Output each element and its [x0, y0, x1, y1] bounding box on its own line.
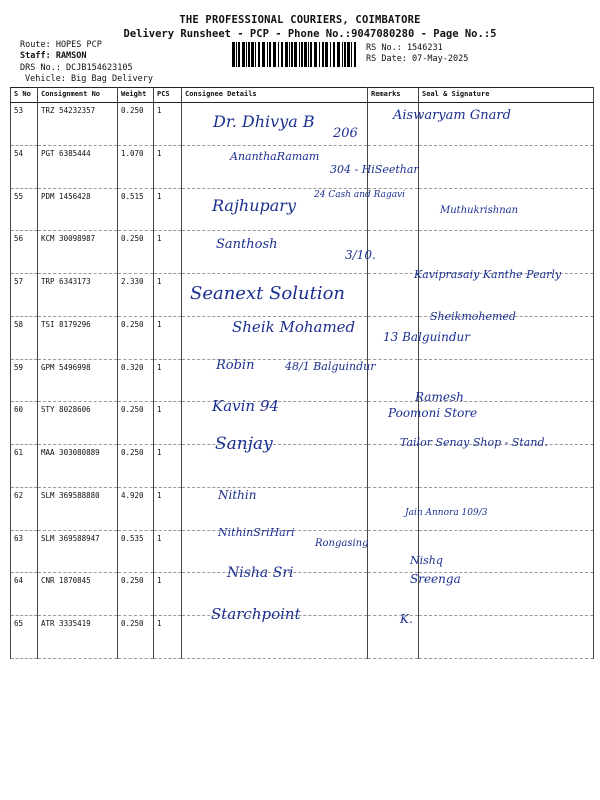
col-signature: Seal & Signature: [419, 88, 594, 103]
cell-sno: 64: [11, 573, 38, 616]
cell-consignment: MAA 303080889: [38, 445, 118, 488]
handwriting-consignee: Nithin: [218, 488, 257, 502]
cell-consignee: [182, 445, 368, 488]
cell-pcs: 1: [154, 530, 182, 573]
col-consignee: Consignee Details: [182, 88, 368, 103]
table-header-row: [11, 88, 594, 103]
cell-sno: 59: [11, 359, 38, 402]
rs-date: RS Date: 07-May-2025: [366, 54, 469, 64]
handwriting-consignee: Sanjay: [215, 434, 273, 454]
handwriting-consignee: AnanthaRamam: [230, 150, 320, 163]
staff-label: Staff: RAMSON: [20, 51, 87, 61]
cell-sno: 54: [11, 145, 38, 188]
company-title: THE PROFESSIONAL COURIERS, COIMBATORE: [179, 14, 421, 26]
cell-signature: [419, 145, 594, 188]
handwriting-consignee: Starchpoint: [211, 605, 301, 623]
handwriting-consignee: Rajhupary: [212, 196, 296, 215]
runsheet-subtitle: Delivery Runsheet - PCP - Phone No.:9047080280 - Page No.:5: [123, 28, 497, 40]
table-row: [11, 616, 594, 659]
route-label: Route: HOPES PCP: [20, 40, 102, 50]
cell-sno: 60: [11, 402, 38, 445]
cell-pcs: 1: [154, 445, 182, 488]
cell-weight: 0.250: [118, 402, 154, 445]
cell-weight: 0.515: [118, 188, 154, 231]
cell-weight: 0.320: [118, 359, 154, 402]
col-consignment: Consignment No: [38, 88, 118, 103]
handwriting-consignee: NithinSriHari: [218, 526, 295, 539]
table-row: [11, 487, 594, 530]
cell-pcs: 1: [154, 316, 182, 359]
vehicle-label: Vehicle: Big Bag Delivery: [25, 74, 153, 84]
handwriting-signature: Poomoni Store: [388, 406, 478, 420]
col-remarks: Remarks: [368, 88, 419, 103]
handwriting-remark: 206: [333, 126, 358, 141]
cell-sno: 53: [11, 103, 38, 146]
cell-pcs: 1: [154, 616, 182, 659]
cell-consignment: GPM 5496998: [38, 359, 118, 402]
cell-weight: 0.250: [118, 103, 154, 146]
cell-weight: 4.920: [118, 487, 154, 530]
handwriting-remark: 24 Cash and Ragavi: [314, 190, 406, 200]
cell-sno: 62: [11, 487, 38, 530]
cell-pcs: 1: [154, 359, 182, 402]
handwriting-remark: 304 - HiSeethar: [330, 163, 419, 176]
cell-sno: 63: [11, 530, 38, 573]
handwriting-signature: Sreenga: [410, 572, 461, 586]
cell-weight: 1.070: [118, 145, 154, 188]
cell-consignment: STY 8028606: [38, 402, 118, 445]
cell-pcs: 1: [154, 487, 182, 530]
cell-consignment: TRP 6343173: [38, 274, 118, 317]
cell-weight: 0.535: [118, 530, 154, 573]
rs-number: RS No.: 1546231: [366, 43, 443, 53]
cell-pcs: 1: [154, 231, 182, 274]
cell-remarks: [368, 274, 419, 317]
cell-signature: [419, 530, 594, 573]
cell-remarks: [368, 445, 419, 488]
handwriting-signature: Ramesh: [415, 390, 464, 404]
cell-weight: 0.250: [118, 445, 154, 488]
handwriting-signature: Nishq: [410, 554, 443, 567]
handwriting-consignee: Robin: [216, 358, 255, 373]
handwriting-consignee: Nisha Sri: [227, 565, 294, 581]
handwriting-remark: Tailor Senay Shop - Stand.: [400, 436, 548, 449]
handwriting-signature: K.: [400, 612, 413, 626]
cell-weight: 0.250: [118, 231, 154, 274]
cell-pcs: 1: [154, 573, 182, 616]
cell-consignment: PGT 6385444: [38, 145, 118, 188]
cell-signature: [419, 445, 594, 488]
handwriting-signature: Kaviprasaiy Kanthe Pearly: [414, 268, 562, 281]
handwriting-remark: 13 Balguindur: [383, 330, 471, 344]
drs-number: DRS No.: DCJB154623105: [20, 63, 133, 73]
cell-consignment: CNR 1870845: [38, 573, 118, 616]
cell-consignment: TSI 8179296: [38, 316, 118, 359]
cell-consignment: SLM 369588947: [38, 530, 118, 573]
handwriting-signature: Sheikmohemed: [430, 310, 516, 323]
handwriting-consignee: Seanext Solution: [190, 283, 346, 304]
cell-consignment: TRZ 54232357: [38, 103, 118, 146]
col-pcs: PCS: [154, 88, 182, 103]
handwriting-remark: 3/10.: [345, 248, 376, 262]
cell-consignment: ATR 3335419: [38, 616, 118, 659]
cell-consignment: PDM 1456428: [38, 188, 118, 231]
table-row: [11, 445, 594, 488]
barcode-icon: [232, 42, 358, 67]
cell-signature: [419, 616, 594, 659]
table-row: [11, 573, 594, 616]
handwriting-signature: Aiswaryam Gnard: [393, 108, 511, 123]
cell-weight: 2.330: [118, 274, 154, 317]
table-row: [11, 530, 594, 573]
cell-consignee: [182, 487, 368, 530]
cell-consignment: SLM 369588880: [38, 487, 118, 530]
col-weight: Weight: [118, 88, 154, 103]
handwriting-consignee: Santhosh: [216, 237, 278, 252]
cell-sno: 61: [11, 445, 38, 488]
cell-sno: 55: [11, 188, 38, 231]
handwriting-consignee: Dr. Dhivya B: [213, 112, 315, 131]
runsheet-table: [10, 87, 594, 659]
cell-sno: 65: [11, 616, 38, 659]
col-sno: S No: [11, 88, 38, 103]
cell-weight: 0.250: [118, 573, 154, 616]
handwriting-remark: Rongasing: [315, 538, 369, 549]
cell-pcs: 1: [154, 402, 182, 445]
handwriting-consignee: Sheik Mohamed: [232, 318, 356, 336]
cell-weight: 0.250: [118, 616, 154, 659]
cell-sno: 58: [11, 316, 38, 359]
handwriting-consignee: Kavin 94: [212, 397, 279, 415]
cell-weight: 0.250: [118, 316, 154, 359]
handwriting-remark: 48/1 Balguindur: [285, 360, 376, 373]
handwriting-signature: Muthukrishnan: [440, 205, 519, 216]
handwriting-signature: Jain Annora 109/3: [405, 508, 488, 518]
cell-pcs: 1: [154, 274, 182, 317]
cell-sno: 56: [11, 231, 38, 274]
cell-sno: 57: [11, 274, 38, 317]
cell-pcs: 1: [154, 188, 182, 231]
cell-pcs: 1: [154, 103, 182, 146]
cell-consignment: KCM 30098987: [38, 231, 118, 274]
cell-pcs: 1: [154, 145, 182, 188]
